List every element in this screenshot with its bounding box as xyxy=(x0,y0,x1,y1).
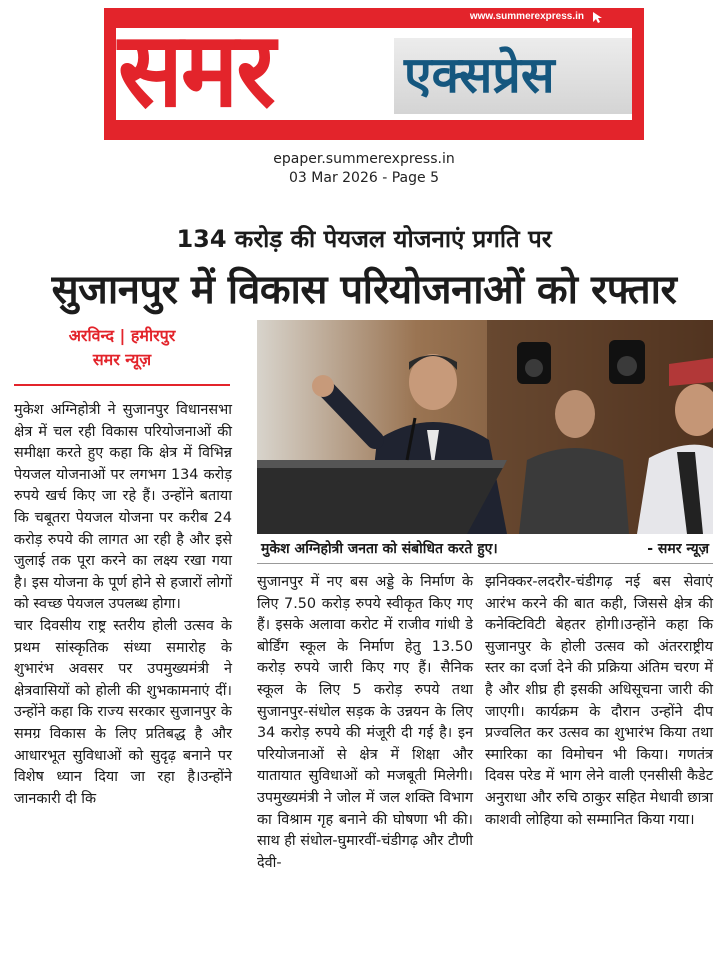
article-headline: सुजानपुर में विकास परियोजनाओं को रफ्तार xyxy=(51,267,677,313)
photo-credit: - समर न्यूज़ xyxy=(647,541,709,557)
byline-agency: समर न्यूज़ xyxy=(92,350,152,369)
byline-rule xyxy=(14,384,230,386)
caption-rule xyxy=(257,563,713,564)
article-column-1 xyxy=(14,400,232,810)
masthead xyxy=(104,8,644,140)
edition-date-page: 03 Mar 2026 - Page 5 xyxy=(289,170,439,186)
masthead-frame-right xyxy=(632,8,644,140)
byline-author: अरविन्द | हमीरपुर xyxy=(68,326,176,345)
article-column-2 xyxy=(257,572,473,874)
article-paragraph: झनिक्कर-लदरौर-चंडीगढ़ नई बस सेवाएं आरंभ करने की बात कही, जिससे क्षेत्र की कनेक्टिविटी बेहतर होगी।उन्होंने कहा कि सुजानपुर के होली उत्सव को अंतरराष्ट्रीय स्तर का दर्जा देने की प्रक्रिया अंतिम चरण में है और शीघ्र ही इसकी अधिसूचना जारी की जाएगी। कार्यक्रम के दौरान उन्होंने दीप प्रज्वलित कर उत्सव का शुभारंभ किया तथा स्मारिका का विमोचन भी किया। गणतंत्र दिवस परेड में भाग लेने वाली एनसीसी कैडेट अनुराधा और रुचि ठाकुर सहित मेधावी छात्रा काशवी लोहिया को सम्मानित किया गया। xyxy=(485,574,713,828)
article-paragraph: सुजानपुर में नए बस अड्डे के निर्माण के लिए 7.50 करोड़ रुपये स्वीकृत किए गए हैं। इसके अलावा करोट में राजीव गांधी डे बोर्डिंग स्कूल के निर्माण हेतु 13.50 करोड़ रुपये जारी किए गए हैं। सैनिक स्कूल के लिए 5 करोड़ रुपये तथा सुजानपुर-संधोल सड़क के उन्नयन के लिए 34 करोड़ रुपये की मंजूरी दी गई है। इन परियोजनाओं से क्षेत्र में शिक्षा और यातायात सुविधाओं को मजबूती मिलेगी। उपमुख्यमंत्री ने जोल में जल शक्ति विभाग का विश्राम गृह बनाने की घोषणा भी की। साथ ही संधोल-घुमारवीं-चंडीगढ़ और टौणी देवी- xyxy=(257,574,473,871)
masthead-frame-left xyxy=(104,8,116,140)
stage-light-icon xyxy=(517,342,551,384)
masthead-logo-sub: एक्सप्रेस xyxy=(404,46,555,104)
cursor-click-icon xyxy=(590,10,604,24)
article-photo xyxy=(257,320,713,534)
article-column-3 xyxy=(485,572,713,831)
photo-caption: मुकेश अग्निहोत्री जनता को संबोधित करते हुए। xyxy=(261,541,498,557)
article-kicker: 134 करोड़ की पेयजल योजनाएं प्रगति पर xyxy=(176,225,552,253)
photo-illustration xyxy=(257,320,713,534)
masthead-url[interactable]: www.summerexpress.in xyxy=(469,11,584,22)
article-paragraph: मुकेश अग्निहोत्री ने सुजानपुर विधानसभा क्षेत्र में चल रही विकास परियोजनाओं की समीक्षा करते हुए कहा कि क्षेत्र में विभिन्न पेयजल योजनाओं पर लगभग 134 करोड़ रुपये खर्च किए जा रहे हैं। उन्होंने बताया कि चबूतरा पेयजल योजना पर करीब 24 करोड़ रुपये की लागत आ रही है और इसे जुलाई तक पूरा करने का लक्ष्य रखा गया है। इस योजना के पूर्ण होने से हजारों लोगों को स्वच्छ पेयजल उपलब्ध होगा। xyxy=(14,402,232,613)
stage-light-icon xyxy=(609,340,645,384)
byline xyxy=(14,324,230,372)
masthead-logo-main: समर xyxy=(118,9,274,131)
photo-caption-bar xyxy=(257,538,713,562)
article-paragraph: चार दिवसीय राष्ट्र स्तरीय होली उत्सव के प्रथम सांस्कृतिक संध्या समारोह के शुभारंभ अवसर पर उपमुख्यमंत्री ने क्षेत्रवासियों को होली की शुभकामनाएं दीं। उन्होंने कहा कि राज्य सरकार सुजानपुर के समग्र विकास के लिए प्रतिबद्ध है और आधारभूत सुविधाओं को सुदृढ़ बनाने पर विशेष ध्यान दिया जा रहा है।उन्होंने जानकारी दी कि xyxy=(14,617,232,807)
edition-site[interactable]: epaper.summerexpress.in xyxy=(273,151,455,167)
edition-info xyxy=(0,150,728,188)
